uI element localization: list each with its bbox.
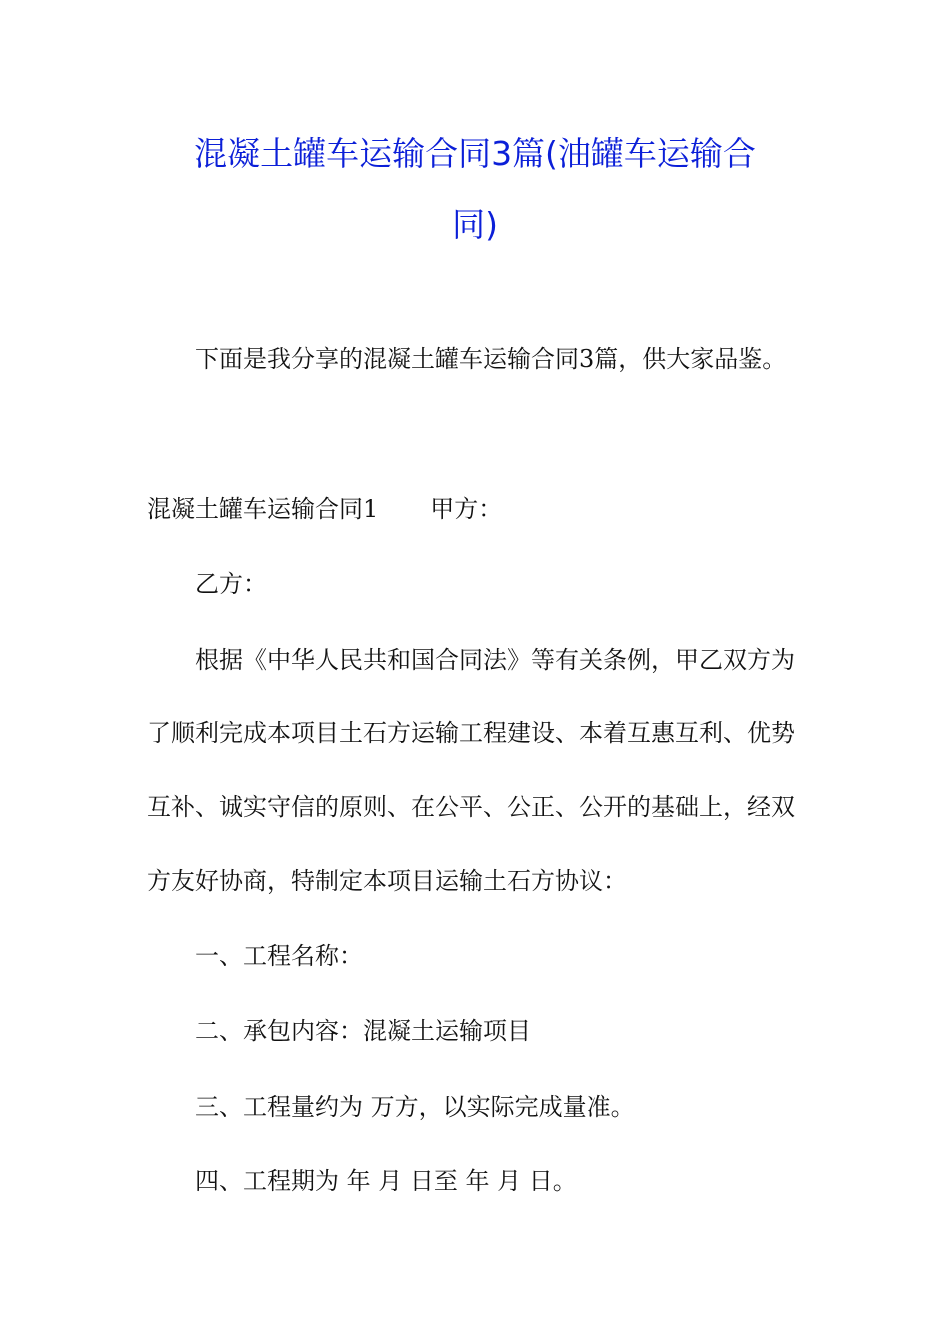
body-line-2: 了顺利完成本项目土石方运输工程建设、本着互惠互利、优势 xyxy=(147,719,795,747)
contract-heading: 混凝土罐车运输合同1 xyxy=(147,495,379,523)
body-line-3: 互补、诚实守信的原则、在公平、公正、公开的基础上，经双 xyxy=(147,793,795,821)
party-b-label: 乙方： xyxy=(195,570,267,598)
contract-heading-line xyxy=(147,497,502,521)
body-line-4: 方友好协商，特制定本项目运输土石方协议： xyxy=(147,867,627,895)
party-a-label: 甲方： xyxy=(430,495,503,523)
clause-3: 三、工程量约为 万方，以实际完成量准。 xyxy=(195,1093,635,1121)
clause-1: 一、工程名称： xyxy=(195,942,363,970)
intro-paragraph: 下面是我分享的混凝土罐车运输合同3篇，供大家品鉴。 xyxy=(195,345,787,373)
clause-2: 二、承包内容：混凝土运输项目 xyxy=(195,1017,531,1045)
document-title-line-1: 混凝土罐车运输合同3篇(油罐车运输合 xyxy=(194,134,756,173)
clause-4: 四、工程期为 年 月 日至 年 月 日。 xyxy=(195,1167,577,1195)
body-line-1: 根据《中华人民共和国合同法》等有关条例，甲乙双方为 xyxy=(195,646,795,674)
document-title-line-2: 同) xyxy=(452,205,498,244)
